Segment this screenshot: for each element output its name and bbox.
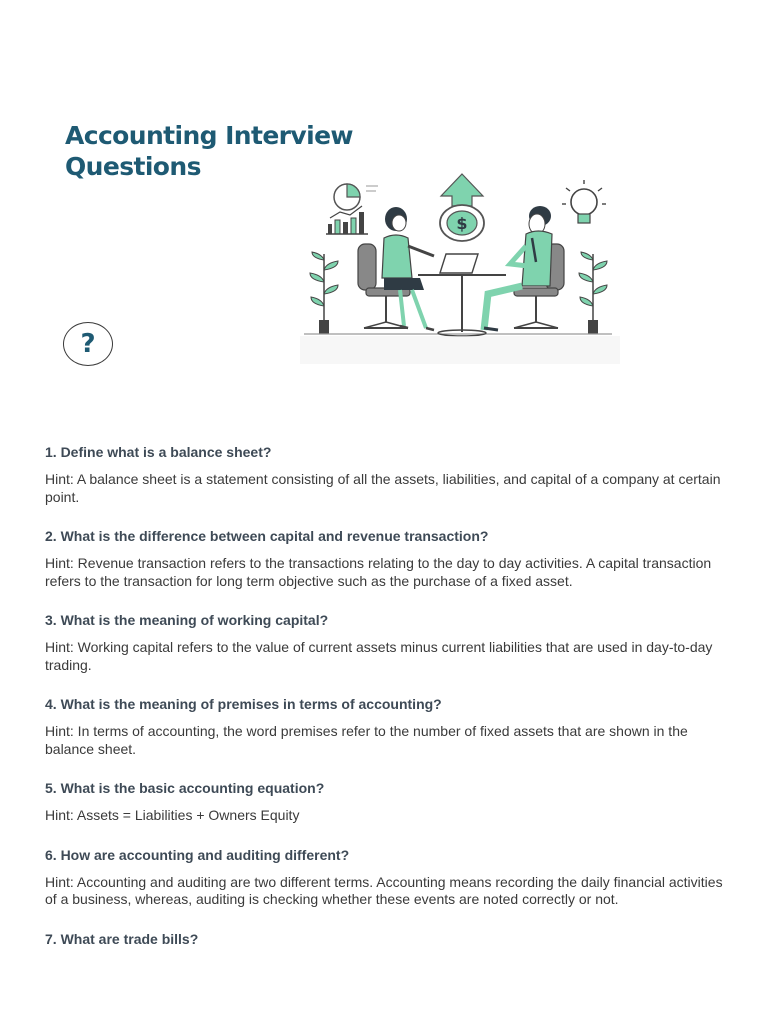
question-item	[45, 847, 730, 909]
hint-text: Hint: Accounting and auditing are two different terms. Accounting means recording the daily financial activities of a business, whereas, auditing is checking whether these events are noted correctly or not.	[45, 873, 723, 907]
question-item	[45, 528, 730, 590]
hint-text: Hint: Revenue transaction refers to the transactions relating to the day to day activities. A capital transaction refers to the transaction for long term objective such as the purchase of a fixed asset.	[45, 555, 712, 589]
question-text: 2. What is the difference between capital and revenue transaction?	[45, 528, 489, 544]
question-text: 5. What is the basic accounting equation?	[45, 780, 325, 796]
question-text: 4. What is the meaning of premises in terms of accounting?	[45, 696, 442, 712]
title-line-1: Accounting Interview	[65, 121, 353, 150]
title-line-2: Questions	[65, 152, 201, 181]
question-item	[45, 780, 730, 825]
question-text: 6. How are accounting and auditing different?	[45, 846, 350, 863]
question-item	[45, 444, 730, 506]
pie-chart-icon	[334, 184, 378, 210]
plant-icon	[579, 252, 607, 334]
plant-icon	[310, 252, 338, 334]
question-text: 1. Define what is a balance sheet?	[45, 444, 272, 460]
question-mark-icon: ?	[80, 329, 96, 359]
question-text: 7. What are trade bills?	[45, 930, 199, 947]
hint-text: Hint: A balance sheet is a statement consisting of all the assets, liabilities, and capital of a company at certain point.	[45, 471, 721, 505]
question-text: 3. What is the meaning of working capital?	[45, 612, 329, 628]
question-item	[45, 931, 730, 948]
hint-text: Hint: Working capital refers to the value of current assets minus current liabilities that are used in day-to-day trading.	[45, 639, 713, 673]
hint-text: Hint: Assets = Liabilities + Owners Equity	[45, 807, 300, 823]
svg-text:$: $	[456, 214, 468, 233]
man-figure	[484, 206, 552, 330]
lightbulb-icon	[562, 180, 606, 223]
question-item	[45, 696, 730, 758]
woman-figure	[382, 207, 434, 330]
interview-illustration	[300, 172, 620, 364]
hint-text: Hint: In terms of accounting, the word premises refer to the number of fixed assets that are shown in the balance sheet.	[45, 723, 688, 757]
question-list	[45, 444, 730, 970]
question-item	[45, 612, 730, 674]
question-mark-badge	[63, 322, 113, 366]
dollar-arrow-icon	[440, 174, 484, 241]
